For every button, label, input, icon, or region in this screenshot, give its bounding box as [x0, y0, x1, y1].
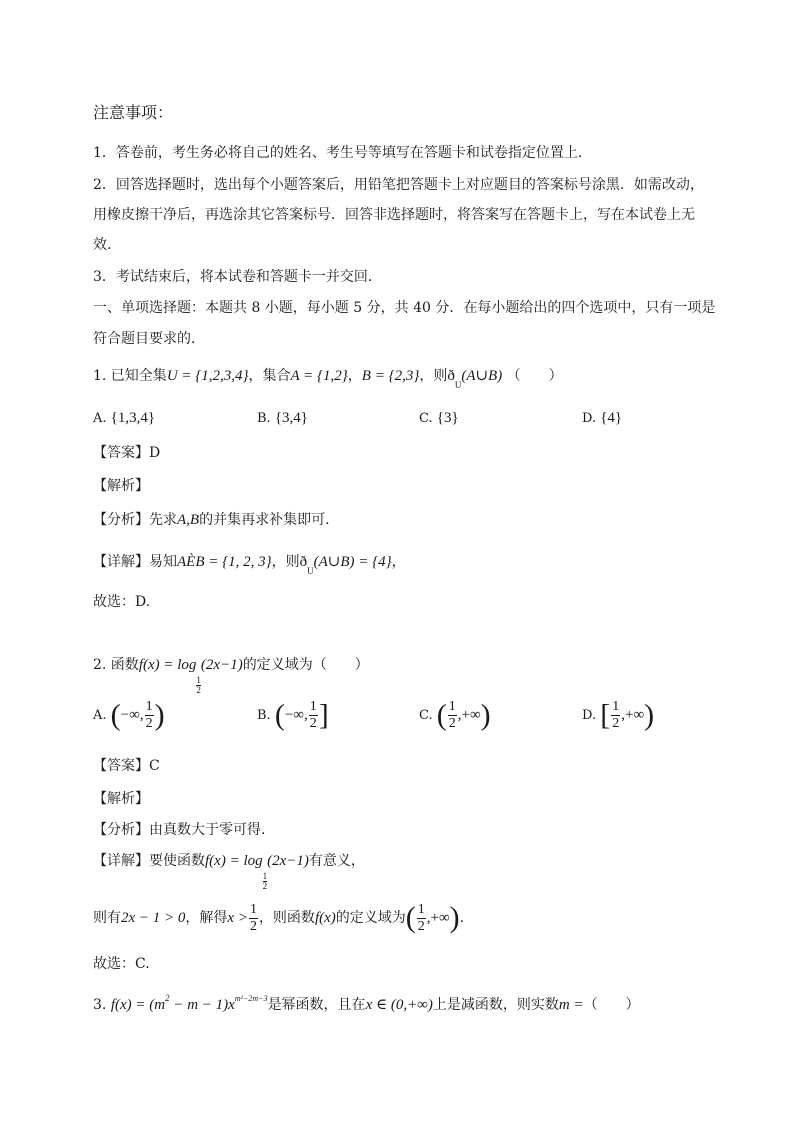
detail-function: f(x) = log: [205, 853, 263, 869]
section-heading-line-2: 符合题目要求的．: [93, 331, 205, 347]
q2-option-d: [582, 700, 654, 731]
q2-conclusion: 故选：C.: [93, 956, 150, 972]
q1-option-c: [419, 408, 459, 429]
q1-answer-paren: （ ）: [506, 368, 563, 384]
q3-square: 2: [165, 993, 170, 1003]
detail-text: ，解得: [185, 910, 228, 926]
period: .: [459, 910, 465, 926]
q2-option-b: [257, 700, 329, 731]
inequality: 2x − 1 > 0: [121, 910, 186, 926]
complement-symbol: ð: [299, 554, 308, 570]
q1-separator: ，: [347, 368, 362, 384]
numerator: 1: [612, 699, 620, 714]
q3-variable: m =: [558, 997, 584, 1013]
option-bracket: (: [274, 698, 285, 732]
detail-argument: (2x−1): [267, 853, 309, 869]
fenxi-math: A,B: [177, 512, 200, 528]
base-denominator: 2: [196, 685, 201, 695]
option-label: D.: [582, 708, 597, 723]
notice-item-2-line-2: 用橡皮擦干净后，再选涂其它答案标号．回答非选择题时，将答案写在答题卡上，写在本试卷上无: [93, 207, 695, 223]
option-label: D.: [582, 411, 597, 426]
detail-text: 的定义域为: [335, 910, 406, 926]
numerator: 1: [145, 699, 153, 714]
q1-universal-set: U = {1,2,3,4}: [166, 368, 249, 384]
q2-option-a: [93, 700, 165, 731]
denominator: 2: [249, 918, 257, 934]
q1-detail: [93, 552, 406, 581]
q1-answer: 【答案】D: [93, 445, 161, 461]
notice-item-3: 3．考试结束后，将本试卷和答题卡一并交回．: [93, 269, 382, 285]
option-label: B.: [257, 411, 271, 426]
numerator: 1: [249, 901, 257, 917]
base-denominator: 2: [262, 881, 268, 891]
q1-conclusion: 故选：D.: [93, 594, 151, 610]
fenxi-tag: 【分析】: [93, 512, 149, 528]
q2-prefix: 2. 函数: [93, 657, 139, 673]
q2-function: f(x) = log: [138, 657, 197, 673]
option-value: {4}: [600, 410, 623, 426]
option-label: A.: [93, 411, 107, 426]
option-text: −∞,: [120, 707, 144, 723]
q1-union-expr: (A∪B): [461, 368, 503, 384]
q1-prefix: 1. 已知全集: [93, 368, 167, 384]
q3-domain: x ∈ (0,+∞): [365, 997, 433, 1013]
notice-item-2-line-1: 2．回答选择题时，选出每个小题答案后，用铅笔把答题卡上对应题目的答案标号涂黑．如需改动，: [93, 177, 704, 193]
q2-answer: 【答案】C: [93, 758, 160, 774]
section-heading-line-1: 一、单项选择题：本题共 8 小题，每小题 5 分，共 40 分．在每小题给出的四个选项中，只有一项是: [93, 300, 716, 316]
notice-item-1: 1．答卷前，考生务必将自己的姓名、考生号等填写在答题卡和试卷指定位置上．: [93, 145, 592, 161]
denominator: 2: [145, 716, 153, 731]
interval-bracket: ): [449, 901, 460, 934]
q2-detail: [93, 846, 365, 891]
option-text: −∞,: [284, 707, 308, 723]
q1-mid-text-2: ，则: [419, 368, 448, 384]
q2-option-c: [419, 700, 491, 731]
q1-analysis-heading: 【解析】: [93, 478, 149, 494]
q3-text: 是幂函数，且在: [267, 997, 366, 1013]
fenxi-text: 先求: [149, 512, 177, 528]
detail-math: (A∪B) = {4}: [313, 554, 392, 570]
q3-answer-paren: （ ）: [583, 997, 640, 1013]
q1-set-b: B = {2,3}: [361, 368, 420, 384]
notice-title: 注意事项：: [93, 103, 174, 122]
denominator: 2: [309, 716, 317, 731]
q3-function-tail: − m − 1)x: [169, 997, 235, 1013]
option-label: C.: [419, 411, 433, 426]
q3-text: 上是减函数，则实数: [432, 997, 559, 1013]
option-fraction: [611, 700, 620, 731]
fenxi-text: 的并集再求补集即可.: [199, 512, 330, 528]
option-text: ,+∞: [457, 707, 481, 723]
q3-function: f(x) = (m: [110, 997, 166, 1013]
q2-argument: (2x−1): [200, 657, 243, 673]
denominator: 2: [417, 918, 425, 934]
q2-detail-line-2: [93, 898, 464, 938]
fenxi-text: 由真数大于零可得.: [149, 822, 266, 838]
q1-complement-sub: U: [454, 380, 462, 390]
option-fraction: [145, 700, 154, 731]
question-2-stem: [93, 650, 369, 695]
q2-analysis-heading: 【解析】: [93, 791, 149, 807]
q1-set-a: A = {1,2}: [290, 368, 348, 384]
option-label: C.: [419, 708, 433, 723]
function-name: f(x): [314, 910, 336, 926]
interval-text: ,+∞: [426, 910, 450, 926]
option-text: ,+∞: [621, 707, 645, 723]
q1-option-b: [257, 408, 308, 429]
detail-text: 易知: [149, 554, 177, 570]
notice-item-2-line-3: 效．: [93, 237, 121, 253]
interval-bracket: (: [405, 901, 416, 934]
detail-tag: 【详解】: [93, 554, 149, 570]
detail-text: 有意义，: [308, 853, 365, 869]
detail-text: ，: [391, 554, 406, 570]
q1-option-d: [582, 408, 622, 429]
option-bracket: ): [480, 698, 491, 732]
detail-tag: 【详解】: [93, 853, 149, 869]
option-label: B.: [257, 708, 271, 723]
question-3-stem: [93, 988, 640, 1015]
option-fraction: [448, 700, 457, 731]
numerator: 1: [448, 699, 456, 714]
solution-inequality: x >: [227, 910, 248, 926]
q1-fenxi: [93, 510, 330, 530]
option-value: {1,3,4}: [110, 410, 156, 426]
q2-fenxi: [93, 820, 265, 840]
option-fraction: [309, 700, 318, 731]
q3-exponent: m²−2m−3: [234, 994, 268, 1003]
option-bracket: ]: [318, 698, 329, 732]
option-bracket: ): [154, 698, 165, 732]
option-value: {3,4}: [274, 410, 308, 426]
q1-option-a: [93, 408, 155, 429]
numerator: 1: [417, 901, 425, 917]
denominator: 2: [448, 716, 456, 731]
detail-text: 要使函数: [149, 853, 205, 869]
detail-text: ，则函数: [258, 910, 315, 926]
q2-log-base: [196, 676, 201, 695]
base-numerator: 1: [196, 675, 201, 685]
detail-math: AÈB = {1, 2, 3}: [177, 554, 272, 570]
q2-suffix: 的定义域为（ ）: [242, 657, 369, 673]
detail-text: ，则: [271, 554, 300, 570]
option-value: {3}: [436, 410, 459, 426]
solution-fraction: [249, 903, 258, 934]
q1-complement-symbol: ð: [447, 368, 455, 384]
interval-fraction: [417, 903, 426, 934]
option-bracket: (: [436, 698, 447, 732]
q3-prefix: 3.: [93, 997, 107, 1013]
option-bracket: ): [644, 698, 655, 732]
question-1-stem: [93, 366, 563, 395]
detail-log-base: [263, 872, 268, 891]
numerator: 1: [309, 699, 317, 714]
base-numerator: 1: [262, 871, 268, 881]
fenxi-tag: 【分析】: [93, 822, 149, 838]
option-bracket: (: [110, 698, 121, 732]
complement-sub: U: [307, 566, 314, 576]
option-bracket: [: [600, 698, 611, 732]
option-label: A.: [93, 708, 107, 723]
q1-mid-text-1: ，集合: [248, 368, 291, 384]
denominator: 2: [612, 716, 620, 731]
detail-text: 则有: [93, 910, 121, 926]
